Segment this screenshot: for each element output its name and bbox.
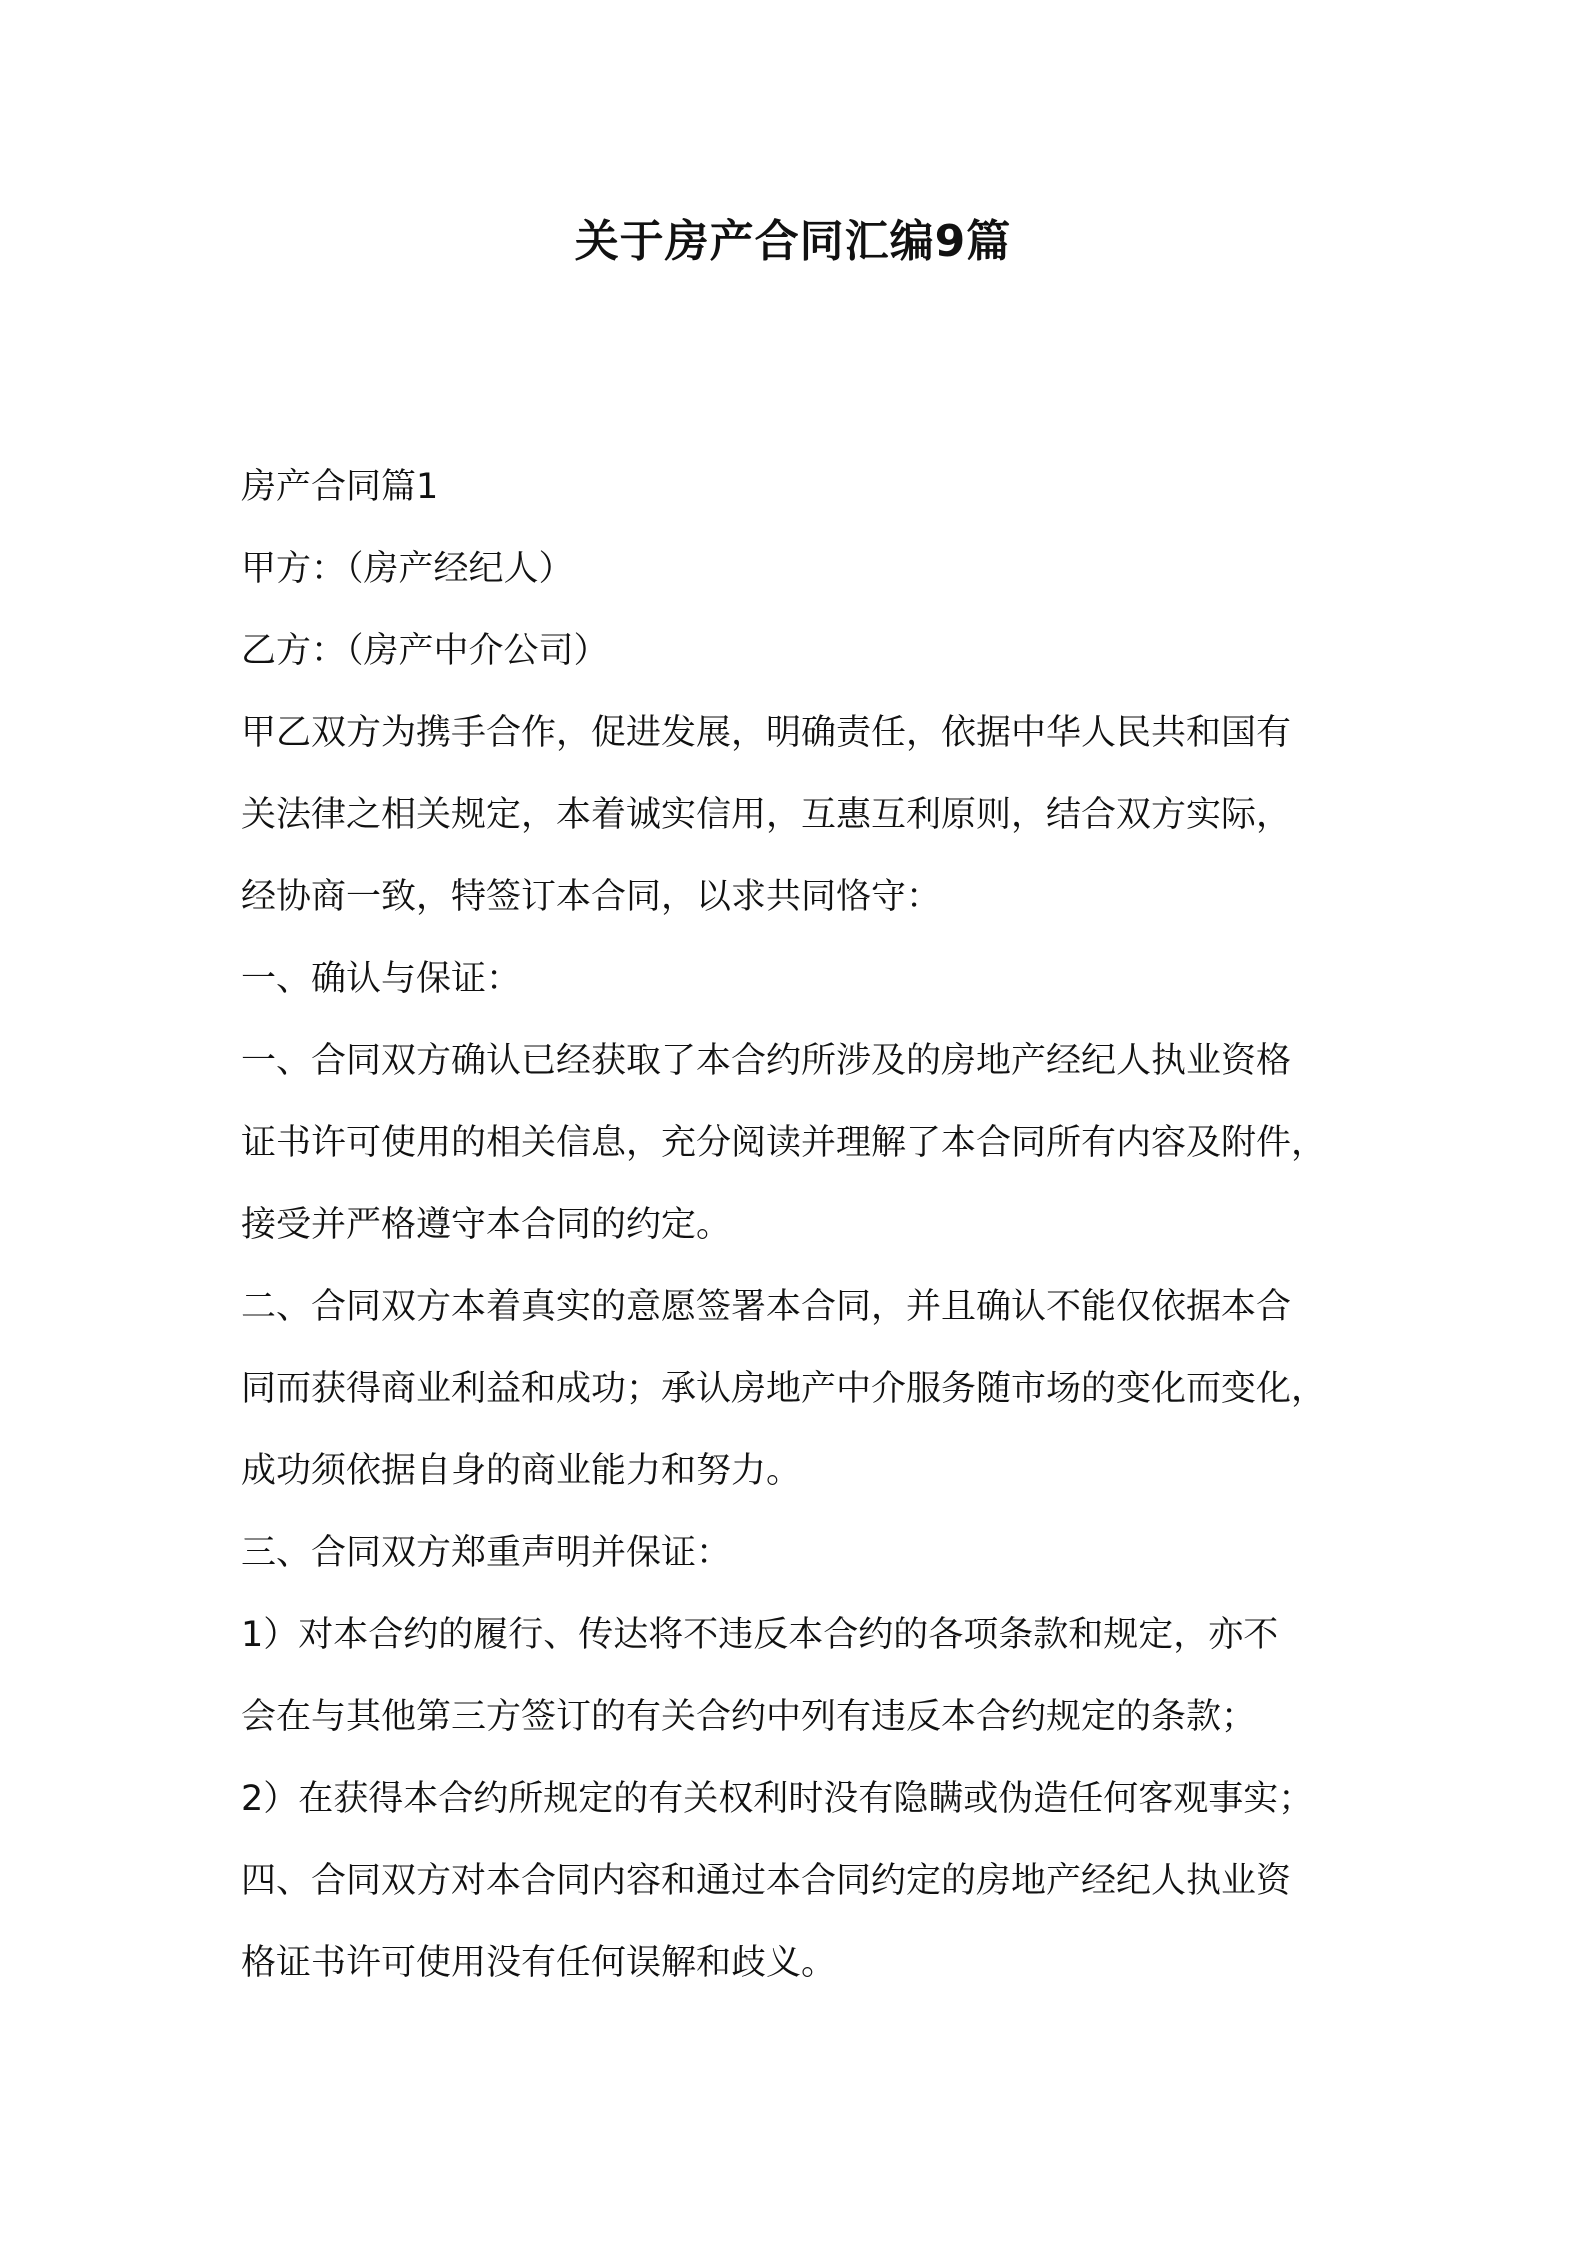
paragraph-line: 接受并严格遵守本合同的约定。: [241, 1205, 732, 1245]
paragraph-line: 证书许可使用的相关信息，充分阅读并理解了本合同所有内容及附件，: [241, 1123, 1327, 1163]
paragraph-line: 1）对本合约的履行、传达将不违反本合约的各项条款和规定，亦不: [241, 1615, 1279, 1655]
paragraph-line: 2）在获得本合约所规定的有关权利时没有隐瞒或伪造任何客观事实；: [241, 1779, 1314, 1819]
clause-heading: 一、确认与保证：: [241, 959, 522, 999]
paragraph-line: 一、合同双方确认已经获取了本合约所涉及的房地产经纪人执业资格: [241, 1041, 1292, 1081]
paragraph-line: 格证书许可使用没有任何误解和歧义。: [241, 1943, 837, 1983]
document-body: [241, 446, 1371, 2004]
paragraph-line: 会在与其他第三方签订的有关合约中列有违反本合约规定的条款；: [241, 1697, 1257, 1737]
paragraph-line: 甲乙双方为携手合作，促进发展，明确责任，依据中华人民共和国有: [241, 713, 1292, 753]
paragraph-line: 关法律之相关规定，本着诚实信用，互惠互利原则，结合双方实际，: [241, 795, 1292, 835]
paragraph-line: 四、合同双方对本合同内容和通过本合同约定的房地产经纪人执业资: [241, 1861, 1292, 1901]
paragraph-line: 二、合同双方本着真实的意愿签署本合同，并且确认不能仅依据本合: [241, 1287, 1292, 1327]
paragraph-line: 同而获得商业利益和成功；承认房地产中介服务随市场的变化而变化，: [241, 1369, 1327, 1409]
party-b-line: 乙方：（房产中介公司）: [241, 631, 609, 671]
clause-heading: 三、合同双方郑重声明并保证：: [241, 1533, 732, 1573]
party-a-line: 甲方：（房产经纪人）: [241, 549, 574, 589]
section-heading: 房产合同篇1: [241, 467, 439, 507]
paragraph-line: 经协商一致，特签订本合同，以求共同恪守：: [241, 877, 942, 917]
paragraph-line: 成功须依据自身的商业能力和努力。: [241, 1451, 802, 1491]
document-title: 关于房产合同汇编9篇: [574, 216, 1012, 267]
